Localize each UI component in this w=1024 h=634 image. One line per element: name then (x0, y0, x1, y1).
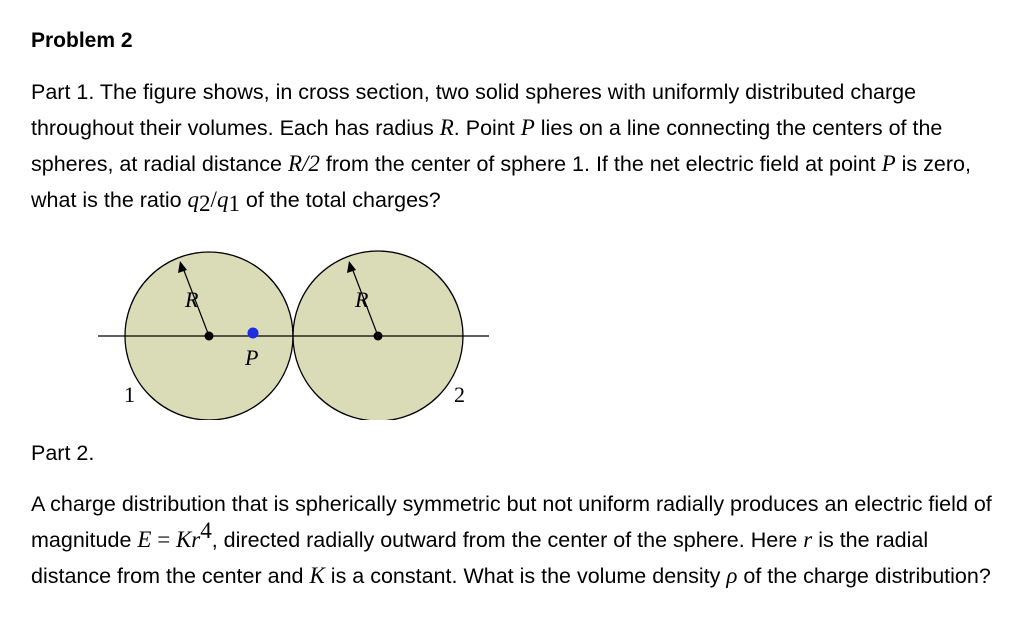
center-dot-1 (205, 332, 214, 341)
spheres-diagram (91, 240, 501, 420)
sub-1: 1 (228, 191, 240, 216)
exponent-4: 4 (200, 518, 212, 543)
label-sphere-2: 2 (454, 382, 465, 407)
part2-label: Part 2. (31, 441, 95, 465)
label-r-left: R (185, 287, 199, 312)
part2-text: of the charge distribution? (737, 564, 991, 588)
part1-text: is zero, what is the ratio (31, 152, 971, 212)
sub-2: 2 (199, 191, 211, 216)
var-E: E (137, 527, 152, 552)
part2-text: A charge distribution that is spherically symmetric but not uniform radially produces an electric field of magnitude (31, 492, 992, 552)
part2-paragraph (31, 487, 1006, 594)
var-R: R (439, 115, 454, 140)
var-q1: q (216, 187, 229, 212)
var-r: r (803, 527, 813, 552)
label-r-right: R (355, 287, 369, 312)
var-q2: q (187, 187, 200, 212)
part1-paragraph (31, 75, 1006, 221)
problem-title: Problem 2 (31, 29, 133, 52)
var-rho: ρ (726, 563, 738, 588)
part2-text: is a constant. What is the volume density (324, 564, 727, 588)
part2-text: , directed radially outward from the center of the sphere. Here (211, 528, 804, 552)
spheres-figure (91, 240, 501, 420)
var-P: P (881, 151, 896, 176)
part1-text: lies on a line connecting the centers of the spheres, at radial distance (31, 116, 943, 176)
var-K: K (309, 563, 325, 588)
ratio-slash: / (210, 187, 217, 212)
expr-half-R: R/2 (287, 151, 320, 176)
part1-text: . Point (453, 116, 521, 140)
var-P: P (520, 115, 535, 140)
part1-text: of the total charges? (239, 188, 441, 212)
label-p: P (245, 345, 259, 370)
center-dot-2 (374, 332, 383, 341)
point-p-dot (248, 328, 259, 339)
equals-sign: = (151, 527, 176, 552)
var-Kr: Kr (175, 527, 201, 552)
part1-text: Part 1. The figure shows, in cross section, two solid spheres with uniformly distributed charge throughout their volumes. Each has radius (31, 80, 917, 140)
label-sphere-1: 1 (124, 382, 135, 407)
part2-text: is the radial distance from the center and (31, 528, 929, 588)
part1-text: from the center of sphere 1. If the net electric field at point (319, 152, 882, 176)
